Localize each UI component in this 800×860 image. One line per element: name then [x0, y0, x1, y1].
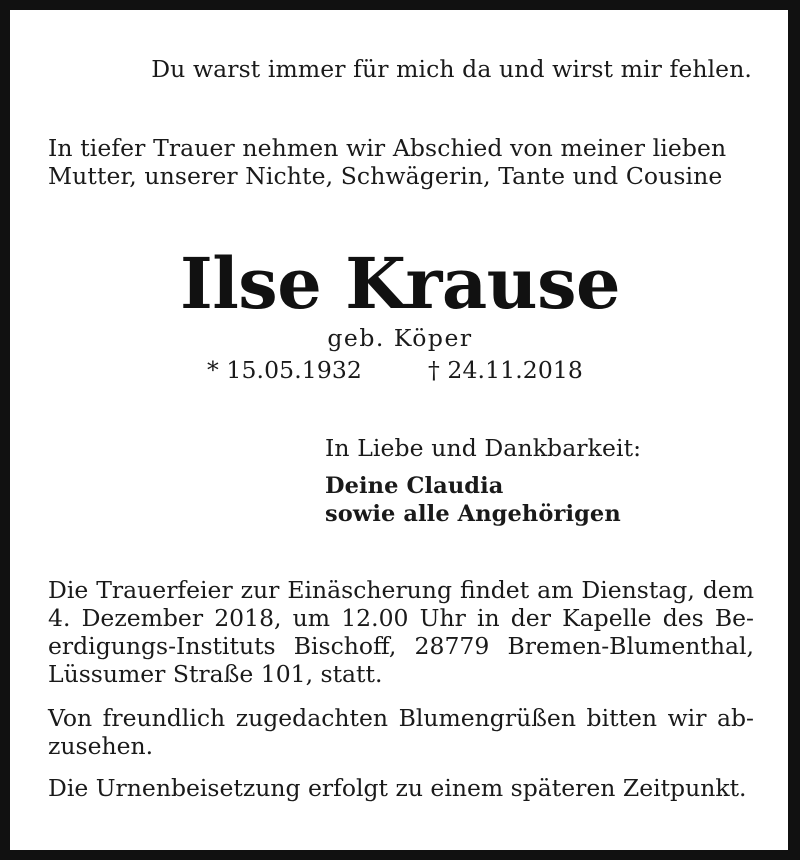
- intro-line: Mutter, unserer Nichte, Schwägerin, Tante und Cousine: [48, 162, 723, 190]
- signature-line: Deine Claudia: [325, 473, 504, 499]
- ceremony-line: 4. Dezember 2018, um 12.00 Uhr in der Kapelle des Be-: [48, 604, 754, 632]
- ceremony-paragraph: [48, 576, 754, 688]
- intro-text: [48, 134, 726, 190]
- intro-line: In tiefer Trauer nehmen wir Abschied von meiner lieben: [48, 134, 727, 162]
- signature-line: sowie alle Angehörigen: [325, 501, 621, 527]
- deceased-name: Ilse Krause: [179, 242, 621, 325]
- ceremony-line: Lüssumer Straße 101, statt.: [48, 660, 383, 688]
- closing-phrase: In Liebe und Dankbarkeit:: [325, 434, 642, 462]
- motto: Du warst immer für mich da und wirst mir fehlen.: [151, 55, 752, 83]
- flowers-line: Von freundlich zugedachten Blumengrüßen bitten wir ab-: [48, 704, 754, 732]
- maiden-name: geb. Köper: [327, 324, 473, 352]
- urn-burial-paragraph: [48, 774, 754, 802]
- urn-burial-line: Die Urnenbeisetzung erfolgt zu einem späteren Zeitpunkt.: [48, 774, 747, 802]
- flowers-line: zusehen.: [48, 732, 154, 760]
- ceremony-line: erdigungs-Instituts Bischoff, 28779 Bremen-Blumenthal,: [48, 632, 754, 660]
- signatures: [325, 472, 621, 528]
- birth-date: * 15.05.1932: [207, 356, 362, 384]
- death-date: † 24.11.2018: [428, 356, 583, 384]
- ceremony-line: Die Trauerfeier zur Einäscherung findet am Dienstag, dem: [48, 576, 754, 604]
- flowers-paragraph: [48, 704, 754, 760]
